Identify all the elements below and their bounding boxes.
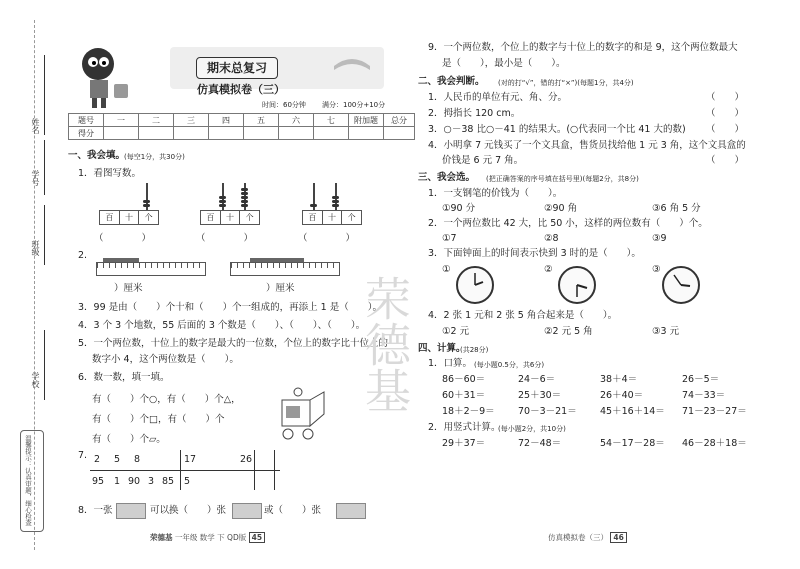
q7-cell: 8 bbox=[134, 454, 141, 465]
q6-text: 6．数一数，填一填。 bbox=[78, 372, 170, 383]
oral-item: 74－33＝ bbox=[682, 390, 726, 401]
q7-cell: 26 bbox=[240, 454, 253, 465]
choice-2-opt-1[interactable]: ①7 bbox=[442, 233, 457, 244]
abacus-bead bbox=[219, 204, 226, 207]
q7-cell: 3 bbox=[148, 476, 155, 487]
abacus-bead bbox=[241, 204, 248, 207]
footer-brand: 荣德基 bbox=[150, 533, 173, 542]
oral-item: 38＋4＝ bbox=[600, 374, 638, 385]
class-label: 班级 bbox=[31, 240, 40, 256]
oral-item: 26＋40＝ bbox=[600, 390, 644, 401]
section-4-note: (共28分) bbox=[460, 346, 489, 354]
abacus-bead bbox=[219, 200, 226, 203]
score-header-row bbox=[69, 114, 415, 127]
vertical-item: 46－28＋18＝ bbox=[682, 438, 747, 449]
q2-number: 2. bbox=[78, 250, 88, 261]
footer-left-text: 一年级 数学 下 QD版 bbox=[174, 533, 247, 542]
score-cell: 四 bbox=[209, 114, 244, 127]
q7-bar bbox=[254, 450, 255, 490]
score-cell: 七 bbox=[314, 114, 349, 127]
choice-4-opt-1[interactable]: ①2 元 bbox=[442, 326, 470, 337]
score-input[interactable] bbox=[244, 127, 279, 140]
banknote-icon bbox=[336, 503, 366, 519]
q1-answer-2[interactable]: （ ） bbox=[196, 233, 254, 244]
hundreds-label: 百 bbox=[100, 211, 120, 224]
mascot-illustration bbox=[70, 40, 134, 112]
judge-3-answer[interactable]: （ ） bbox=[706, 124, 745, 135]
hundreds-label: 百 bbox=[303, 211, 323, 224]
q6-line-c: 有（ ）个▱。 bbox=[92, 434, 166, 445]
section-4-title: 四、计算。 bbox=[418, 343, 466, 354]
binding-strip bbox=[0, 0, 62, 569]
watermark: 荣德基 bbox=[358, 275, 412, 413]
score-table bbox=[68, 113, 415, 140]
choice-4: 4．2 张 1 元和 2 张 5 角合起来是（ ）。 bbox=[428, 310, 618, 321]
tens-label: 十 bbox=[323, 211, 343, 224]
q4-text: 4．3 个 3 个地数，55 后面的 3 个数是（ ）、（ ）、（ ）。 bbox=[78, 320, 366, 331]
choice-3-opt-1[interactable]: ① bbox=[442, 264, 451, 275]
footer-right-text: 仿真模拟卷（三） bbox=[548, 533, 608, 542]
choice-3: 3．下面钟面上的时间表示快到 3 时的是（ ）。 bbox=[428, 248, 641, 259]
judge-4-b: 价钱是 6 元 7 角。 bbox=[442, 155, 524, 166]
abacus-bead bbox=[241, 196, 248, 199]
judge-1-answer[interactable]: （ ） bbox=[706, 92, 745, 103]
score-cell: 题号 bbox=[69, 114, 104, 127]
q7-cell: 5 bbox=[114, 454, 121, 465]
q7-bar bbox=[274, 450, 275, 490]
score-input[interactable] bbox=[139, 127, 174, 140]
clock-2 bbox=[558, 266, 596, 304]
q7-divider bbox=[90, 470, 280, 471]
calc-2-note: (每小题2分，共10分) bbox=[498, 425, 566, 433]
exam-subtitle: 仿真模拟卷（三） bbox=[197, 83, 285, 96]
banknote-icon bbox=[232, 503, 262, 519]
score-cell: 二 bbox=[139, 114, 174, 127]
place-value-frame bbox=[302, 210, 362, 225]
exam-time: 时间：60分钟 bbox=[262, 101, 306, 109]
q3-text: 3．99 是由（ ）个十和（ ）个一组成的，再添上 1 是（ ）。 bbox=[78, 302, 382, 313]
tip-box bbox=[20, 430, 44, 532]
banknote-icon bbox=[116, 503, 146, 519]
choice-1-opt-1[interactable]: ①90 分 bbox=[442, 203, 476, 214]
abacus-bead bbox=[241, 200, 248, 203]
place-value-frame bbox=[200, 210, 260, 225]
score-input[interactable] bbox=[279, 127, 314, 140]
q8-text-a: 8．一张 bbox=[78, 505, 113, 516]
choice-1: 1．一支钢笔的价钱为（ ）。 bbox=[428, 188, 563, 199]
oral-item: 24－6＝ bbox=[518, 374, 556, 385]
abacus-bead bbox=[143, 200, 150, 203]
q7-cell: 2 bbox=[94, 454, 101, 465]
exam-score: 满分：100分+10分 bbox=[322, 101, 386, 109]
abacus-bead bbox=[332, 200, 339, 203]
vertical-item: 54－17－28＝ bbox=[600, 438, 665, 449]
section-2-note: (对的打“√”，错的打“×”)(每题1分，共4分) bbox=[498, 79, 634, 87]
calc-1-title: 1．口算。 bbox=[428, 358, 473, 369]
q7-cell: 95 bbox=[92, 476, 105, 487]
choice-3-opt-3[interactable]: ③ bbox=[652, 264, 661, 275]
school-line bbox=[44, 330, 45, 400]
judge-4-answer[interactable]: （ ） bbox=[706, 155, 745, 166]
score-cell: 附加题 bbox=[349, 114, 384, 127]
number-line bbox=[44, 140, 45, 195]
score-cell: 六 bbox=[279, 114, 314, 127]
ruler-2 bbox=[230, 262, 340, 276]
abacus-bead bbox=[241, 192, 248, 195]
q5-text-a: 5．一个两位数，十位上的数字是最大的一位数，个位上的数字比十位上的 bbox=[78, 338, 389, 349]
shape-cart-illustration bbox=[272, 384, 334, 446]
q7-cell: 1 bbox=[114, 476, 121, 487]
pencil-1 bbox=[103, 258, 139, 262]
score-value-row bbox=[69, 127, 415, 140]
oral-item: 86－60＝ bbox=[442, 374, 486, 385]
footer-right bbox=[548, 532, 627, 543]
q9-text-a: 9．一个两位数，个位上的数字与十位上的数字的和是 9，这个两位数最大 bbox=[428, 42, 738, 53]
score-cell: 得分 bbox=[69, 127, 104, 140]
vertical-item: 72－48＝ bbox=[518, 438, 562, 449]
section-3-note: (把正确答案的序号填在括号里)(每题2分，共8分) bbox=[486, 175, 639, 183]
judge-2-answer[interactable]: （ ） bbox=[706, 108, 745, 119]
calc-1-note: (每小题0.5分，共6分) bbox=[474, 361, 545, 369]
place-value-frame bbox=[99, 210, 159, 225]
abacus-bead bbox=[143, 204, 150, 207]
judge-4-a: 4．小明拿 7 元钱买了一个文具盒，售货员找给他 1 元 3 角，这个文具盒的 bbox=[428, 140, 746, 151]
q8-text-b: 可以换（ ）张 bbox=[150, 505, 227, 516]
q7-cell: 90 bbox=[128, 476, 141, 487]
choice-3-opt-2[interactable]: ② bbox=[544, 264, 553, 275]
q9-text-b: 是（ ），最小是（ ）。 bbox=[442, 58, 566, 69]
q2-answer-2[interactable]: ）厘米 bbox=[266, 283, 295, 294]
score-input[interactable] bbox=[314, 127, 349, 140]
vertical-item: 29＋37＝ bbox=[442, 438, 486, 449]
q7-cell: 5 bbox=[184, 476, 191, 487]
tip-text: 温馨提示：认真审题，细心检查 bbox=[24, 435, 32, 526]
judge-2: 2．拇指长 120 cm。 bbox=[428, 108, 521, 119]
page-number-left: 45 bbox=[249, 532, 265, 543]
score-cell: 一 bbox=[104, 114, 139, 127]
footer-left bbox=[150, 532, 265, 543]
choice-2-opt-2[interactable]: ②8 bbox=[544, 233, 559, 244]
hundreds-label: 百 bbox=[201, 211, 221, 224]
ruler-1 bbox=[96, 262, 206, 276]
section-1-note: (每空1分，共30分) bbox=[124, 153, 185, 161]
clock-1 bbox=[456, 266, 494, 304]
choice-2-opt-3[interactable]: ③9 bbox=[652, 233, 667, 244]
abacus-bead bbox=[332, 196, 339, 199]
name-label: 姓名 bbox=[31, 118, 40, 134]
q1-answer-1[interactable]: （ ） bbox=[94, 233, 152, 244]
score-cell: 五 bbox=[244, 114, 279, 127]
q7-cell: 85 bbox=[162, 476, 175, 487]
abacus-bead bbox=[332, 204, 339, 207]
number-label: 学号 bbox=[31, 170, 40, 186]
oral-item: 71－23－27＝ bbox=[682, 406, 747, 417]
q7-bar bbox=[180, 450, 181, 490]
score-cell: 三 bbox=[174, 114, 209, 127]
name-line bbox=[44, 55, 45, 135]
ones-label: 个 bbox=[347, 213, 356, 222]
section-2-title: 二、我会判断。 bbox=[418, 76, 485, 87]
pencil-2 bbox=[250, 258, 304, 262]
q8-text-c: 或（ ）张 bbox=[264, 505, 322, 516]
oral-item: 18＋2－9＝ bbox=[442, 406, 495, 417]
book-icon bbox=[330, 46, 374, 74]
score-input[interactable] bbox=[349, 127, 384, 140]
page-number-right: 46 bbox=[610, 532, 626, 543]
choice-1-opt-3[interactable]: ③6 角 5 分 bbox=[652, 203, 701, 214]
oral-item: 60＋31＝ bbox=[442, 390, 486, 401]
abacus-bead bbox=[219, 196, 226, 199]
score-input[interactable] bbox=[209, 127, 244, 140]
choice-4-opt-3[interactable]: ③3 元 bbox=[652, 326, 680, 337]
choice-4-opt-2[interactable]: ②2 元 5 角 bbox=[544, 326, 593, 337]
oral-item: 70－3－21＝ bbox=[518, 406, 577, 417]
q5-text-b: 数字小 4，这个两位数是（ ）。 bbox=[92, 354, 239, 365]
choice-1-opt-2[interactable]: ②90 角 bbox=[544, 203, 578, 214]
q1-text: 1．看图写数。 bbox=[78, 168, 142, 179]
class-line bbox=[44, 205, 45, 265]
clock-3 bbox=[662, 266, 700, 304]
choice-2: 2．一个两位数比 42 大，比 50 小，这样的两位数有（ ）个。 bbox=[428, 218, 708, 229]
section-1-title: 一、我会填。 bbox=[68, 150, 126, 161]
ones-label: 个 bbox=[144, 213, 153, 222]
abacus-bead bbox=[310, 204, 317, 207]
school-label: 学校 bbox=[31, 372, 40, 388]
score-cell: 总分 bbox=[384, 114, 415, 127]
page-title: 期末总复习 bbox=[196, 57, 278, 79]
q7-cell: 17 bbox=[184, 454, 197, 465]
q6-line-a: 有（ ）个○，有（ ）个△， bbox=[92, 394, 241, 405]
oral-item: 26－5＝ bbox=[682, 374, 720, 385]
abacus-bead bbox=[241, 188, 248, 191]
score-input[interactable] bbox=[384, 127, 415, 140]
section-3-title: 三、我会选。 bbox=[418, 172, 476, 183]
score-input[interactable] bbox=[104, 127, 139, 140]
q2-answer-1[interactable]: ）厘米 bbox=[114, 283, 143, 294]
oral-item: 25＋30＝ bbox=[518, 390, 562, 401]
q1-answer-3[interactable]: （ ） bbox=[298, 233, 356, 244]
tens-label: 十 bbox=[221, 211, 241, 224]
score-input[interactable] bbox=[174, 127, 209, 140]
judge-1: 1．人民币的单位有元、角、分。 bbox=[428, 92, 568, 103]
judge-3: 3．○－38 比○－41 的结果大。(○代表同一个比 41 大的数) bbox=[428, 124, 686, 135]
calc-2-title: 2．用竖式计算。 bbox=[428, 422, 501, 433]
q7-number: 7. bbox=[78, 450, 88, 461]
tens-label: 十 bbox=[120, 211, 140, 224]
ones-label: 个 bbox=[245, 213, 254, 222]
oral-item: 45＋16＋14＝ bbox=[600, 406, 665, 417]
q6-line-b: 有（ ）个□，有（ ）个 bbox=[92, 414, 225, 425]
